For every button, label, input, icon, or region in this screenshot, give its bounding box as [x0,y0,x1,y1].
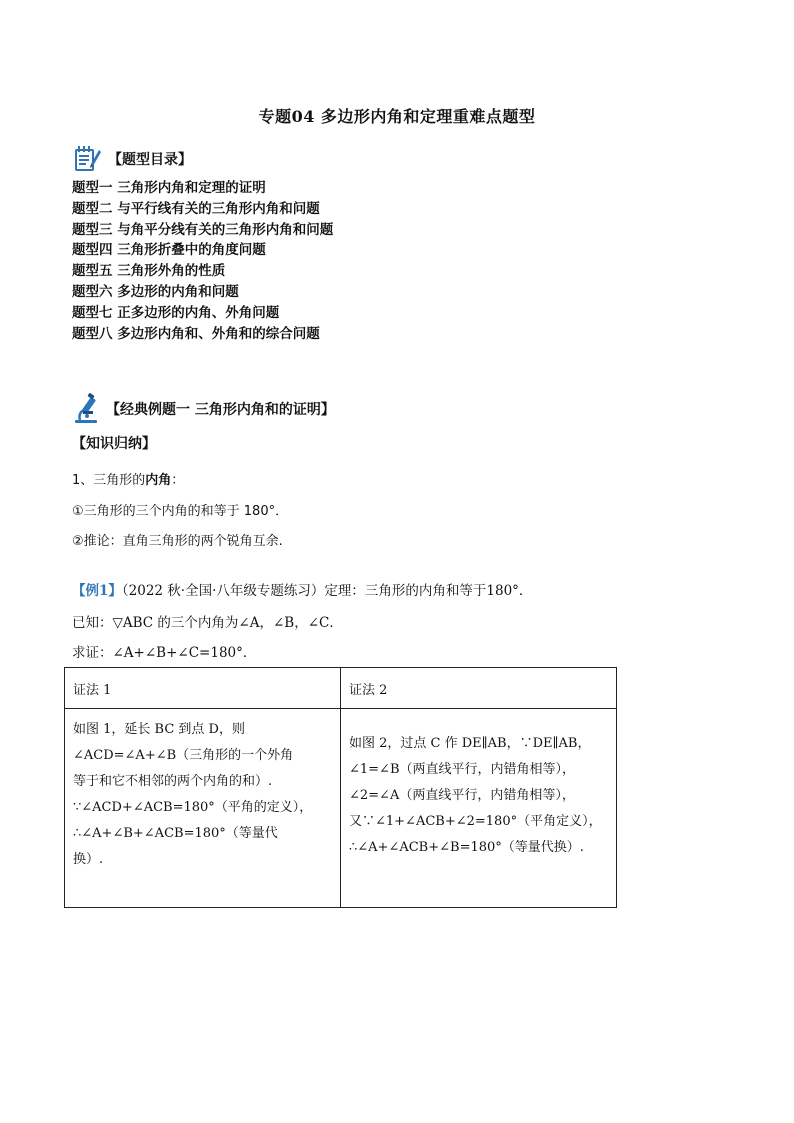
example-given: 已知：▽ABC 的三个内角为∠A，∠B，∠C． [72,615,343,631]
toc-item: 题型七 正多边形的内角、外角问题 [72,304,280,321]
microscope-icon [72,393,102,425]
proof-method-1 [65,709,341,908]
toc-item: 题型三 与角平分线有关的三角形内角和问题 [72,221,334,238]
proof-line: ∠1=∠B（两直线平行，内错角相等）， [349,762,576,777]
knowledge-line-1-bold: 内角 [145,473,172,488]
knowledge-line-1 [72,469,184,488]
proof-line: 如图 2，过点 C 作 DE∥AB，∵DE∥AB， [349,736,591,751]
example-tag: 【例1】 [72,583,122,599]
proof-method-2 [341,709,617,908]
proof-line: ∵∠ACD+∠ACB=180°（平角的定义）， [73,800,313,815]
toc-item: 题型一 三角形内角和定理的证明 [72,180,266,196]
proof-header-left: 证法 1 [65,668,341,709]
knowledge-line-2: ①三角形的三个内角的和等于 180°． [72,504,289,519]
toc-item: 题型五 三角形外角的性质 [72,263,226,280]
section-heading-label: 【经典例题一 三角形内角和的证明】 [106,402,335,418]
proof-line: ∠ACD=∠A+∠B（三角形的一个外角 [73,748,294,763]
example-statement [72,579,532,599]
proof-header-right: 证法 2 [341,668,617,709]
knowledge-heading: 【知识归纳】 [72,436,156,452]
toc-item: 题型六 多边形的内角和问题 [72,283,239,300]
toc-heading-label: 【题型目录】 [108,152,192,168]
proof-table [64,667,617,908]
proof-line: 如图 1，延长 BC 到点 D，则 [73,722,245,737]
toc-item: 题型二 与平行线有关的三角形内角和问题 [72,200,320,217]
proof-line: 等于和它不相邻的两个内角的和）. [73,774,273,789]
proof-line: 换）. [73,852,104,867]
toc-list [72,178,333,344]
example-prove: 求证：∠A+∠B+∠C=180°． [72,645,257,661]
toc-heading [72,143,192,175]
section-heading [72,392,335,426]
knowledge-line-1-prefix: 1、三角形的 [72,473,146,488]
proof-table-body-row [65,709,617,908]
notepad-pencil-icon [72,144,102,174]
toc-item: 题型四 三角形折叠中的角度问题 [72,242,266,259]
proof-line: ∴∠A+∠B+∠ACB=180°（等量代 [73,826,278,841]
proof-line: ∠2=∠A（两直线平行，内错角相等）， [349,788,575,803]
toc-item: 题型八 多边形内角和、外角和的综合问题 [72,325,320,342]
proof-table-header-row [65,668,617,709]
page-title: 专题04 多边形内角和定理重难点题型 [258,107,536,126]
knowledge-line-1-suffix: ： [171,473,185,488]
example-source: （2022 秋·全国·八年级专题练习）定理：三角形的内角和等于180°． [121,583,533,599]
proof-line: ∴∠A+∠ACB+∠B=180°（等量代换）. [349,840,584,855]
proof-line: 又∵∠1+∠ACB+∠2=180°（平角定义）， [349,814,602,829]
knowledge-line-3: ②推论：直角三角形的两个锐角互余. [72,534,283,549]
